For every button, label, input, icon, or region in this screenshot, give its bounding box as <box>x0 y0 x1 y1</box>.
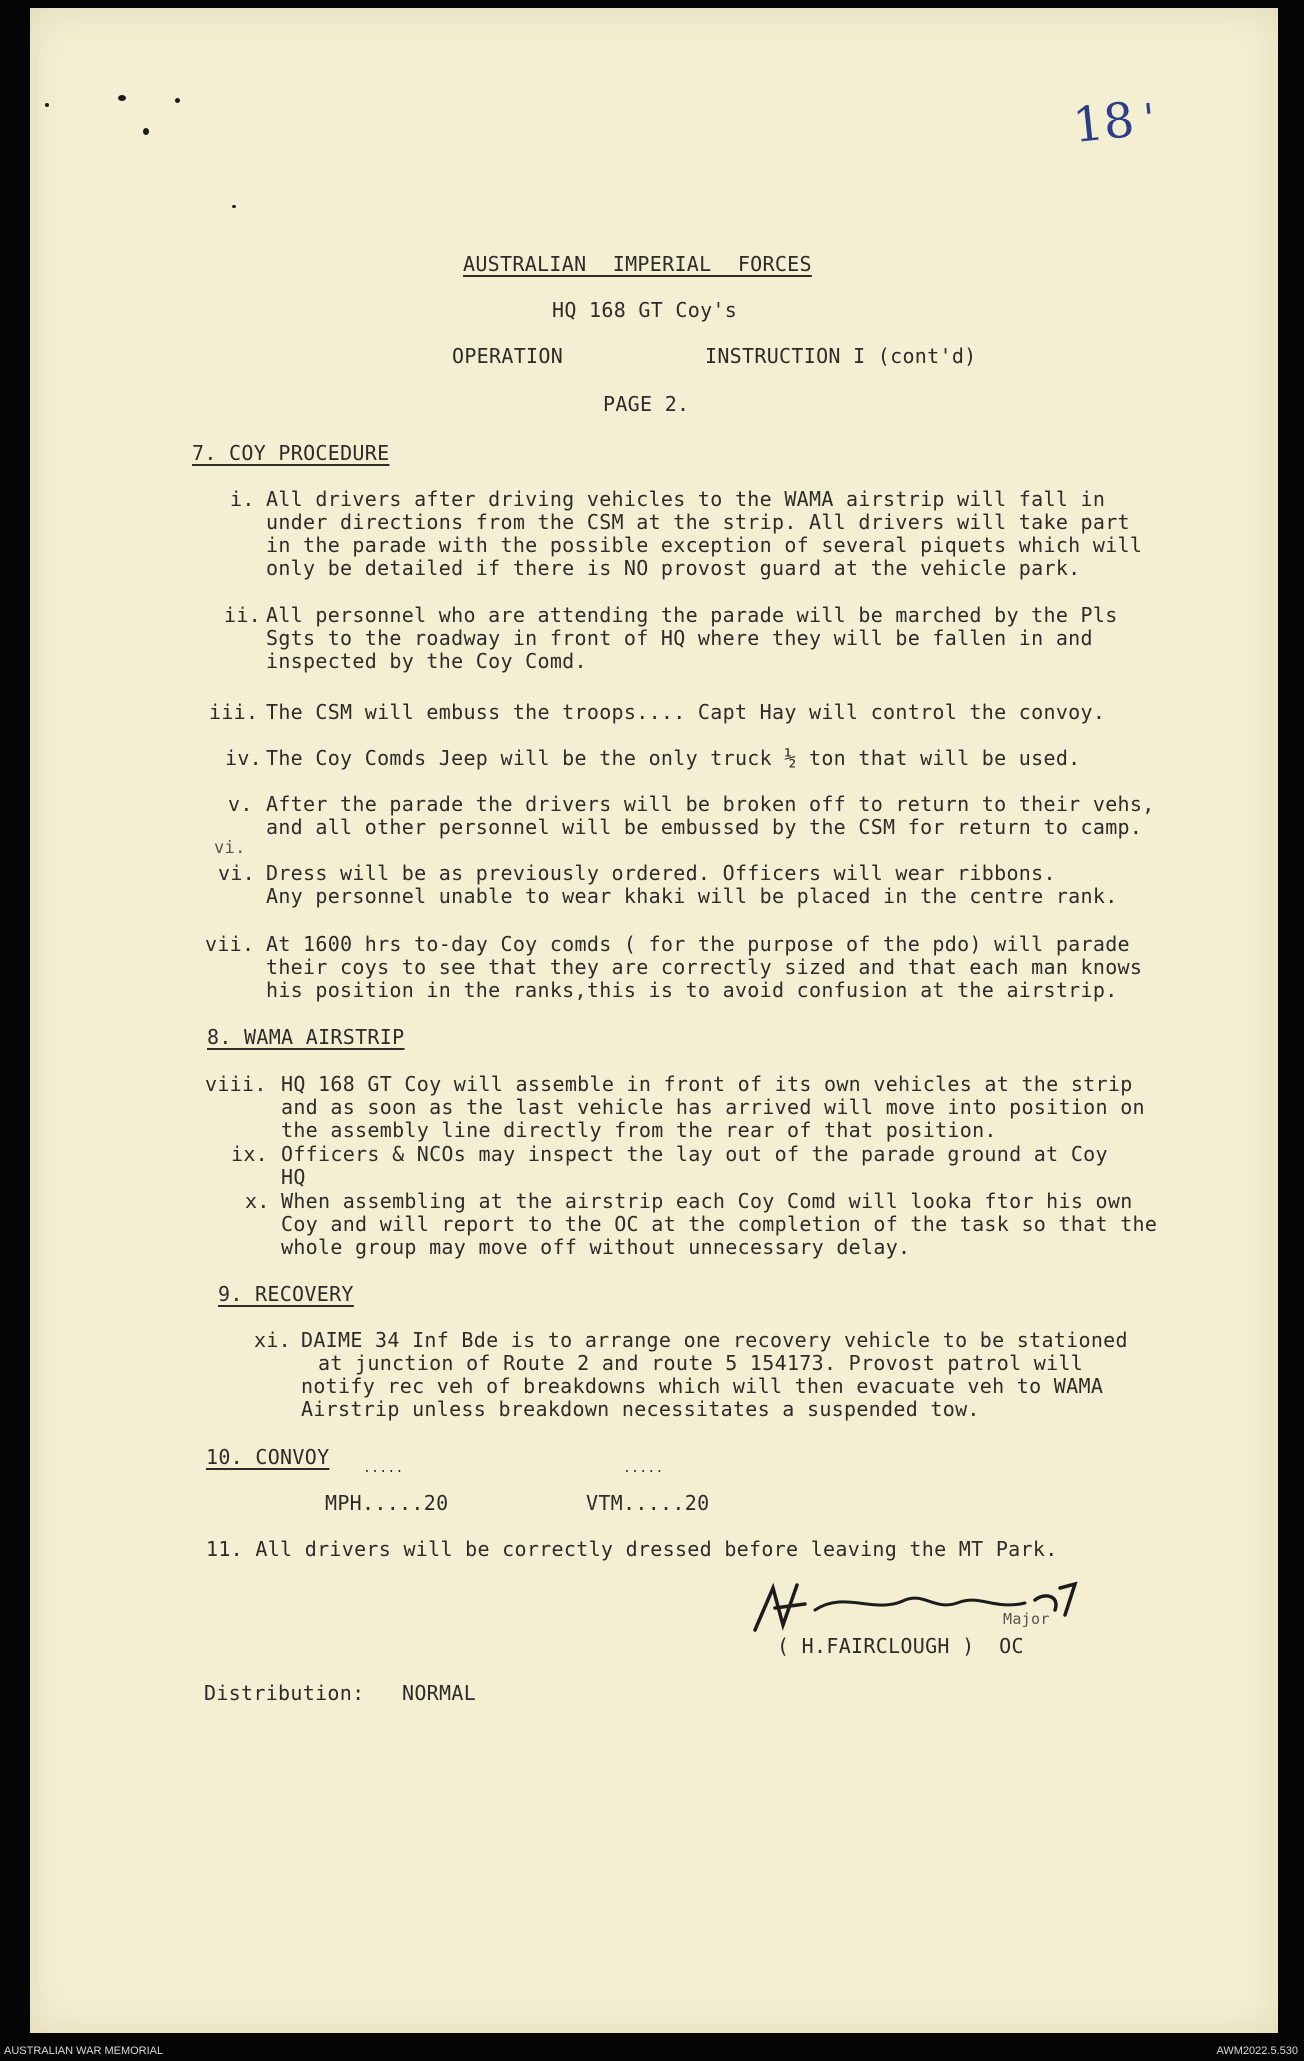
operation-label: OPERATION <box>452 344 564 368</box>
para-line: Sgts to the roadway in front of HQ where they will be fallen in and <box>266 626 1093 650</box>
para-line: inspected by the Coy Comd. <box>266 649 587 673</box>
para-line: their coys to see that they are correctly sized and that each man knows <box>266 955 1143 979</box>
para-line: Any personnel unable to wear khaki will be placed in the centre rank. <box>266 884 1118 908</box>
para-line: The Coy Comds Jeep will be the only truck ½ ton that will be used. <box>266 746 1081 770</box>
para-line: at junction of Route 2 and route 5 154173. Provost patrol will <box>318 1351 1084 1375</box>
margin-speck <box>118 95 126 101</box>
para-line: the assembly line directly from the rear of that position. <box>281 1118 997 1142</box>
margin-speck <box>232 205 236 208</box>
footer-accession: AWM2022.5.530 <box>1216 2045 1298 2057</box>
para-line: All personnel who are attending the parade will be marched by the Pls <box>266 603 1118 627</box>
margin-speck <box>45 103 49 107</box>
para-number: viii. <box>205 1072 267 1096</box>
convoy-mph: MPH.....20 <box>325 1491 449 1515</box>
struck-para-number: vi. <box>214 838 246 858</box>
section-heading: 9. RECOVERY <box>218 1282 354 1306</box>
para-line: HQ 168 GT Coy will assemble in front of its own vehicles at the strip <box>281 1072 1133 1096</box>
distribution-value: NORMAL <box>402 1681 477 1705</box>
footer-credit: AUSTRALIAN WAR MEMORIAL <box>4 2045 164 2057</box>
folio-tick: ' <box>1141 95 1158 143</box>
convoy-vtm: VTM.....20 <box>586 1491 710 1515</box>
para-number: iii. <box>209 700 259 724</box>
margin-speck <box>175 98 180 103</box>
para-line: When assembling at the airstrip each Coy Comd will looka ftor his own <box>281 1189 1133 1213</box>
para-line: under directions from the CSM at the strip. All drivers will take part <box>266 510 1130 534</box>
para-line: 11. All drivers will be correctly dressed before leaving the MT Park. <box>206 1537 1058 1561</box>
folio-number: 18 <box>1070 91 1137 155</box>
para-number: vii. <box>205 932 255 956</box>
signature-rank: Major <box>1003 1610 1050 1628</box>
para-line: and all other personnel will be embussed by the CSM for return to camp. <box>266 815 1143 839</box>
unit-name: HQ 168 GT Coy's <box>552 298 738 322</box>
para-line: After the parade the drivers will be broken off to return to their vehs, <box>266 792 1155 816</box>
instruction-label: INSTRUCTION I (cont'd) <box>705 344 977 368</box>
para-line: All drivers after driving vehicles to the WAMA airstrip will fall in <box>266 487 1106 511</box>
para-line: Officers & NCOs may inspect the lay out of the parade ground at Coy <box>281 1142 1108 1166</box>
para-number: i. <box>230 487 255 511</box>
para-line: HQ <box>281 1165 306 1189</box>
para-number: x. <box>245 1189 270 1213</box>
convoy-dots: ..... <box>363 1461 404 1476</box>
para-number: ii. <box>224 603 262 627</box>
para-line: Coy and will report to the OC at the completion of the task so that the <box>281 1212 1158 1236</box>
para-line: in the parade with the possible exception of several piquets which will <box>266 533 1143 557</box>
para-line: Dress will be as previously ordered. Officers will wear ribbons. <box>266 861 1056 885</box>
convoy-dots: ..... <box>623 1461 664 1476</box>
section-heading: 10. CONVOY <box>206 1445 330 1469</box>
para-number: xi. <box>254 1328 292 1352</box>
para-line: and as soon as the last vehicle has arrived will move into position on <box>281 1095 1145 1119</box>
para-line: Airstrip unless breakdown necessitates a suspended tow. <box>301 1397 980 1421</box>
para-line: his position in the ranks,this is to avoid confusion at the airstrip. <box>266 978 1118 1002</box>
para-line: only be detailed if there is NO provost guard at the vehicle park. <box>266 556 1081 580</box>
para-number: iv. <box>225 746 263 770</box>
distribution-label: Distribution: <box>204 1681 365 1705</box>
section-heading: 7. COY PROCEDURE <box>192 441 390 465</box>
signature-name: ( H.FAIRCLOUGH ) OC <box>777 1634 1024 1658</box>
para-line: whole group may move off without unnecessary delay. <box>281 1235 911 1259</box>
para-number: v. <box>228 792 253 816</box>
para-line: notify rec veh of breakdowns which will then evacuate veh to WAMA <box>301 1374 1104 1398</box>
para-number: vi. <box>218 861 256 885</box>
document-title: AUSTRALIAN IMPERIAL FORCES <box>463 252 812 276</box>
para-line: DAIME 34 Inf Bde is to arrange one recovery vehicle to be stationed <box>301 1328 1128 1352</box>
margin-speck <box>143 128 149 135</box>
para-line: The CSM will embuss the troops.... Capt Hay will control the convoy. <box>266 700 1106 724</box>
para-number: ix. <box>231 1142 269 1166</box>
page-number: PAGE 2. <box>603 392 690 416</box>
para-line: At 1600 hrs to-day Coy comds ( for the purpose of the pdo) will parade <box>266 932 1130 956</box>
section-heading: 8. WAMA AIRSTRIP <box>207 1025 405 1049</box>
